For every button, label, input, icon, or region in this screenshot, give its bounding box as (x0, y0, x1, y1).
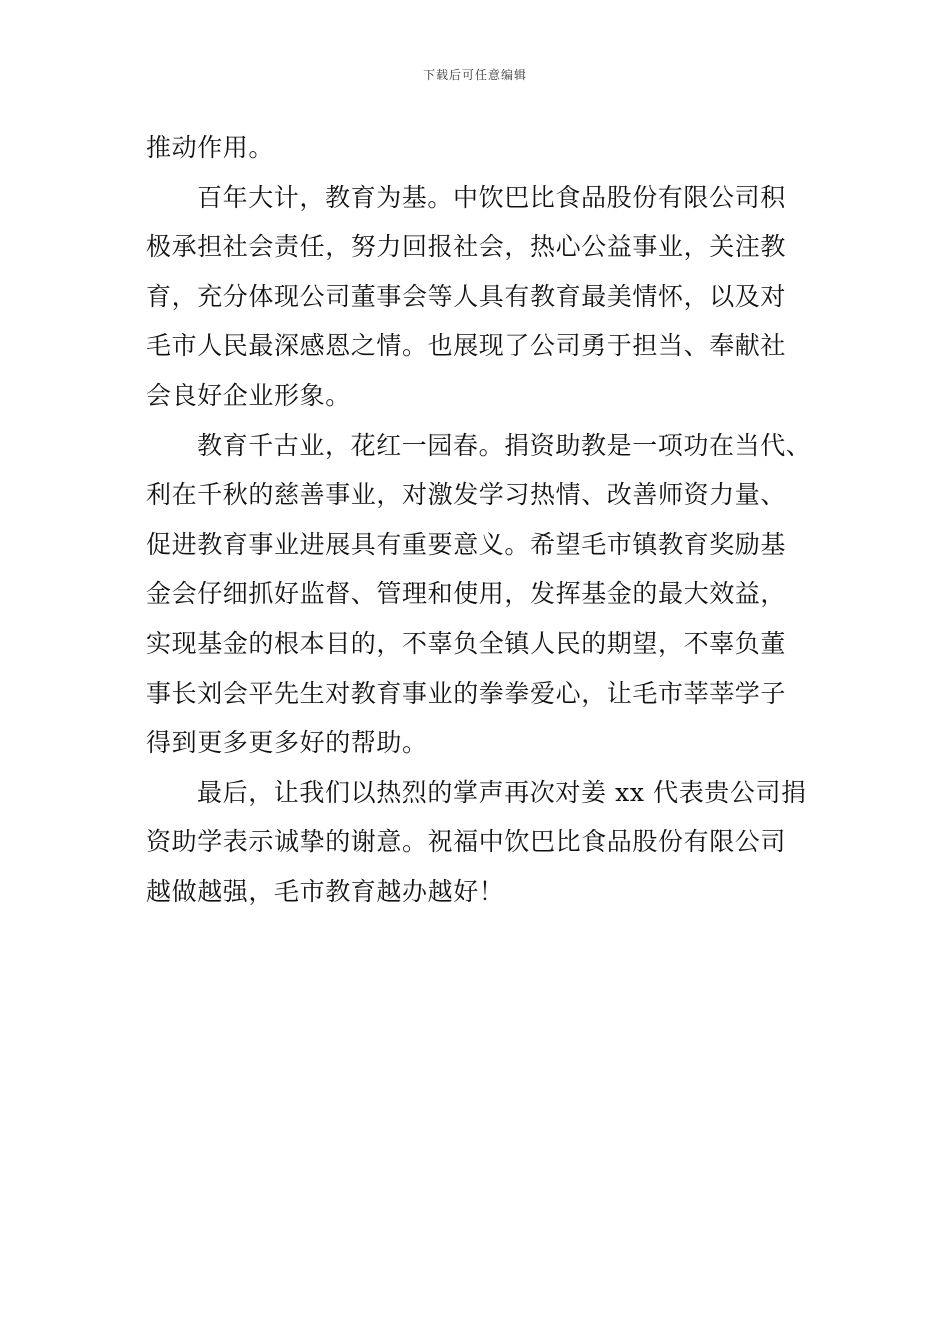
text-line: 金会仔细抓好监督、管理和使用，发挥基金的最大效益， (146, 579, 787, 609)
text-line: 资助学表示诚挚的谢意。祝福中饮巴比食品股份有限公司 (146, 827, 787, 857)
page-header: 下载后可任意编辑 (422, 68, 527, 82)
text-line: 越做越强，毛市教育越办越好！ (146, 876, 505, 906)
text-line: 毛市人民最深感恩之情。也展现了公司勇于担当、奉献社 (146, 331, 787, 361)
text-line: 利在千秋的慈善事业，对激发学习热情、改善师资力量、 (146, 480, 787, 510)
paragraph-start-line: 教育千古业，花红一园春。捐资助教是一项功在当代、 (197, 430, 812, 460)
document-body (146, 128, 826, 922)
text-line: 促进教育事业进展具有重要意义。希望毛市镇教育奖励基 (146, 529, 787, 559)
text-line: 得到更多更多好的帮助。 (146, 728, 428, 758)
paragraph-start-line: 最后，让我们以热烈的掌声再次对姜 xx 代表贵公司捐 (197, 777, 807, 807)
text-line: 推动作用。 (146, 133, 275, 162)
text-line: 极承担社会责任，努力回报社会，热心公益事业，关注教 (146, 232, 787, 262)
text-line: 育，充分体现公司董事会等人具有教育最美情怀，以及对 (146, 281, 787, 311)
text-line: 会良好企业形象。 (146, 380, 351, 410)
paragraph-start-line: 百年大计，教育为基。中饮巴比食品股份有限公司积 (197, 182, 786, 212)
text-line: 实现基金的根本目的，不辜负全镇人民的期望，不辜负董 (146, 628, 787, 658)
text-line: 事长刘会平先生对教育事业的拳拳爱心，让毛市莘莘学子 (146, 678, 787, 708)
